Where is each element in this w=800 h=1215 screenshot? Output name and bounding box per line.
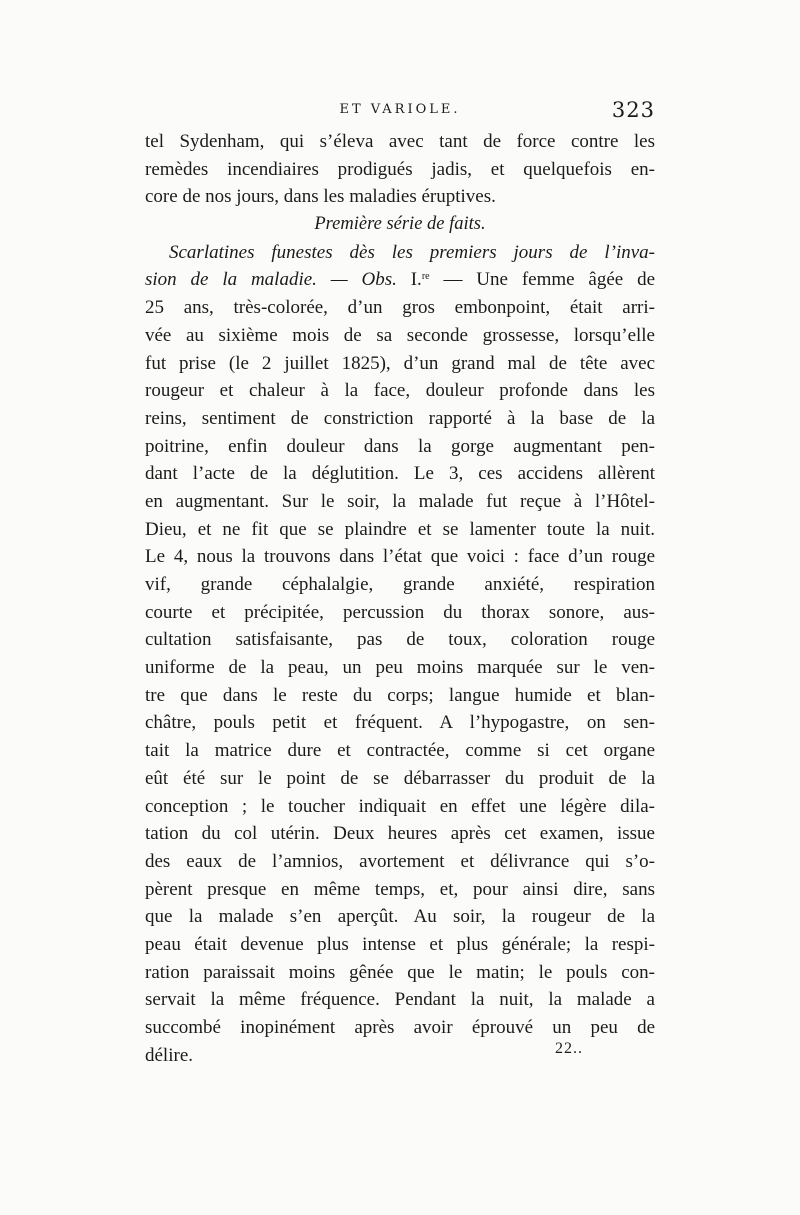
text-line: 25 ans, très-colorée, d’un gros embonpoint, était arri- bbox=[145, 297, 655, 319]
observation-number: I. bbox=[410, 269, 422, 291]
observation-ordinal: re bbox=[421, 271, 430, 283]
text-line: tait la matrice dure et contractée, comme si cet organe bbox=[145, 740, 655, 762]
text-line: pèrent presque en même temps, et, pour ainsi dire, sans bbox=[145, 878, 655, 900]
body-text bbox=[145, 128, 655, 1069]
text-line: peau était devenue plus intense et plus générale; la respi- bbox=[145, 933, 655, 955]
text-line: vif, grande céphalalgie, grande anxiété, respiration bbox=[145, 574, 655, 595]
case-heading-italic: sion de la maladie. — Obs. bbox=[145, 269, 397, 291]
case-heading: Scarlatines funestes dès les premiers jours de l’inva- bbox=[169, 241, 655, 263]
text-line: rougeur et chaleur à la face, douleur profonde dans les bbox=[145, 380, 655, 402]
text-line: fut prise (le 2 juillet 1825), d’un grand mal de tête avec bbox=[145, 352, 655, 374]
text-line: uniforme de la peau, un peu moins marquée sur le ven- bbox=[145, 657, 655, 679]
text-line: tre que dans le reste du corps; langue humide et blan- bbox=[145, 684, 655, 706]
text-line: cultation satisfaisante, pas de toux, coloration rouge bbox=[145, 629, 655, 651]
signature-mark: 22.. bbox=[555, 1040, 583, 1057]
text-line: conception ; le toucher indiquait en effet une légère dila- bbox=[145, 795, 655, 817]
text-line: poitrine, enfin douleur dans la gorge augmentant pen- bbox=[145, 435, 655, 457]
text-line: dant l’acte de la déglutition. Le 3, ces accidens allèrent bbox=[145, 463, 655, 485]
running-title: ET VARIOLE. bbox=[339, 102, 461, 117]
text-line: servait la même fréquence. Pendant la nuit, la malade a bbox=[145, 989, 655, 1011]
case-heading-continued bbox=[145, 266, 655, 294]
text-line: remèdes incendiaires prodigués jadis, et quelquefois en- bbox=[145, 158, 655, 180]
text-line: courte et précipitée, percussion du thorax sonore, aus- bbox=[145, 601, 655, 623]
text-line: Le 4, nous la trouvons dans l’état que voici : face d’un rouge bbox=[145, 546, 655, 568]
text-line: en augmentant. Sur le soir, la malade fut reçue à l’Hôtel- bbox=[145, 490, 655, 512]
text-line: reins, sentiment de constriction rapporté à la base de la bbox=[145, 407, 655, 429]
paragraph-start: — Une femme âgée de bbox=[443, 269, 656, 291]
page-number: 323 bbox=[611, 98, 655, 122]
text-line: vée au sixième mois de sa seconde grossesse, lorsqu’elle bbox=[145, 324, 655, 346]
text-line: tel Sydenham, qui s’éleva avec tant de force contre les bbox=[145, 131, 655, 152]
running-head bbox=[145, 100, 655, 128]
text-line: Dieu, et ne fit que se plaindre et se lamenter toute la nuit. bbox=[145, 518, 655, 540]
text-line: succombé inopinément après avoir éprouvé un peu de bbox=[145, 1017, 655, 1038]
text-line: que la malade s’en aperçût. Au soir, la rougeur de la bbox=[145, 906, 655, 928]
text-line: des eaux de l’amnios, avortement et délivrance qui s’o- bbox=[145, 850, 655, 872]
text-line-final: délire. bbox=[145, 1044, 194, 1066]
text-line: tation du col utérin. Deux heures après cet examen, issue bbox=[145, 823, 655, 845]
text-line: ration paraissait moins gênée que le matin; le pouls con- bbox=[145, 961, 655, 983]
text-line: core de nos jours, dans les maladies éruptives. bbox=[145, 186, 496, 208]
section-heading: Première série de faits. bbox=[314, 214, 486, 235]
text-line: châtre, pouls petit et fréquent. A l’hypogastre, on sen- bbox=[145, 712, 655, 734]
text-line: eût été sur le point de se débarrasser du produit de la bbox=[145, 767, 655, 789]
